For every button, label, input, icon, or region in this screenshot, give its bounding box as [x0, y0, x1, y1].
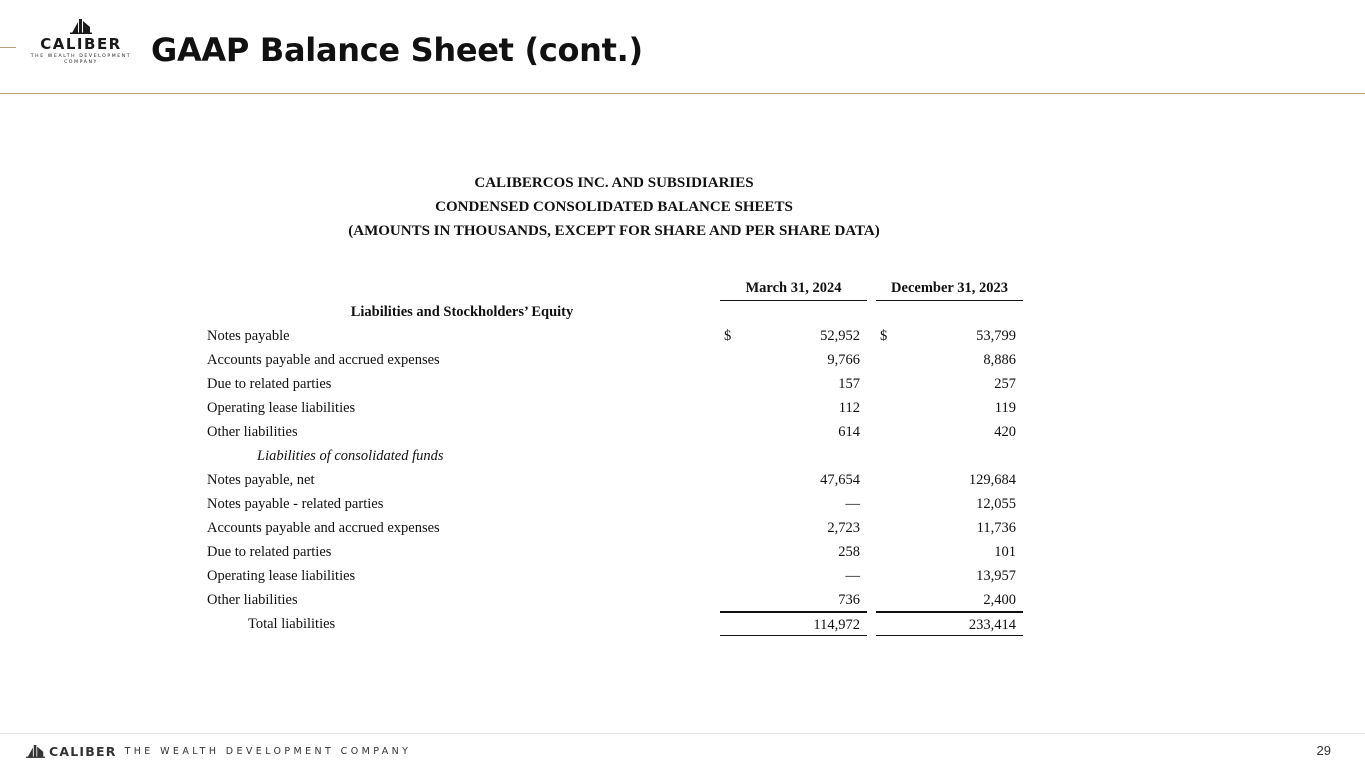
section-title: Liabilities and Stockholders’ Equity — [350, 304, 574, 320]
value-cell: 129,684 — [968, 472, 1016, 488]
value-cell: 614 — [838, 424, 860, 440]
value-cell: 736 — [720, 588, 867, 612]
accent-line — [0, 47, 16, 48]
row-label: Due to related parties — [207, 376, 332, 392]
value-cell: 2,400 — [876, 588, 1023, 612]
section-title-row — [206, 300, 1026, 324]
value-cell: 2,723 — [827, 520, 860, 536]
caliber-logo — [22, 18, 140, 66]
company-name: CALIBERCOS INC. AND SUBSIDIARIES — [474, 175, 754, 191]
value-cell: 47,654 — [820, 472, 860, 488]
row-label: Accounts payable and accrued expenses — [207, 352, 440, 368]
balance-sheet-table — [206, 276, 1026, 636]
value-cell: 157 — [838, 376, 860, 392]
table-row — [206, 564, 1026, 588]
table-row — [206, 372, 1026, 396]
building-icon — [26, 744, 45, 758]
value-cell: 11,736 — [976, 520, 1016, 536]
logo-tagline: THE WEALTH DEVELOPMENT COMPANY — [30, 54, 132, 65]
statement-heading — [206, 171, 1022, 243]
footer-tagline: THE WEALTH DEVELOPMENT COMPANY — [124, 745, 412, 757]
row-label: Operating lease liabilities — [207, 400, 356, 416]
table-row — [206, 468, 1026, 492]
subsection-label: Liabilities of consolidated funds — [257, 448, 444, 464]
value-cell: 12,055 — [976, 496, 1016, 512]
value-cell: 53,799 — [976, 328, 1016, 344]
total-value-cell: 114,972 — [720, 612, 867, 636]
value-cell: 13,957 — [976, 568, 1016, 584]
slide-title: GAAP Balance Sheet (cont.) — [151, 31, 643, 69]
column-header: December 31, 2023 — [876, 276, 1023, 301]
table-row — [206, 396, 1026, 420]
column-header-row — [206, 276, 1026, 300]
statement-units: (AMOUNTS IN THOUSANDS, EXCEPT FOR SHARE AND PER SHARE DATA) — [348, 223, 880, 239]
value-cell: 420 — [994, 424, 1016, 440]
row-label: Other liabilities — [207, 424, 298, 440]
value-cell: 52,952 — [820, 328, 860, 344]
value-cell: 119 — [994, 400, 1016, 416]
table-row — [206, 540, 1026, 564]
statement-name: CONDENSED CONSOLIDATED BALANCE SHEETS — [435, 199, 793, 215]
value-cell: — — [845, 568, 860, 584]
row-label: Accounts payable and accrued expenses — [207, 520, 440, 536]
column-header: March 31, 2024 — [720, 276, 867, 301]
row-label: Operating lease liabilities — [207, 568, 356, 584]
table-row — [206, 492, 1026, 516]
row-label: Other liabilities — [207, 592, 298, 608]
value-cell: 258 — [838, 544, 860, 560]
value-cell: — — [845, 496, 860, 512]
table-row — [206, 516, 1026, 540]
currency-symbol: $ — [880, 328, 888, 344]
total-value-cell: 233,414 — [876, 612, 1023, 636]
total-label: Total liabilities — [248, 616, 336, 632]
row-label: Notes payable - related parties — [207, 496, 384, 512]
page-number: 29 — [1316, 743, 1331, 758]
value-cell: 101 — [994, 544, 1016, 560]
value-cell: 112 — [838, 400, 860, 416]
total-row — [206, 612, 1026, 636]
row-label: Due to related parties — [207, 544, 332, 560]
table-row — [206, 324, 1026, 348]
footer-divider — [0, 733, 1365, 734]
footer-logo — [26, 743, 411, 759]
building-icon — [70, 18, 92, 34]
row-label: Notes payable — [207, 328, 290, 344]
value-cell: 9,766 — [827, 352, 860, 368]
row-label: Notes payable, net — [207, 472, 315, 488]
value-cell: 8,886 — [983, 352, 1016, 368]
table-row — [206, 348, 1026, 372]
table-row — [206, 420, 1026, 444]
header-divider — [0, 93, 1365, 94]
value-cell: 257 — [994, 376, 1016, 392]
footer-brand: CALIBER — [49, 743, 117, 759]
subsection-row — [206, 444, 1026, 468]
table-row — [206, 588, 1026, 612]
logo-wordmark: CALIBER — [40, 35, 122, 53]
currency-symbol: $ — [724, 328, 732, 344]
